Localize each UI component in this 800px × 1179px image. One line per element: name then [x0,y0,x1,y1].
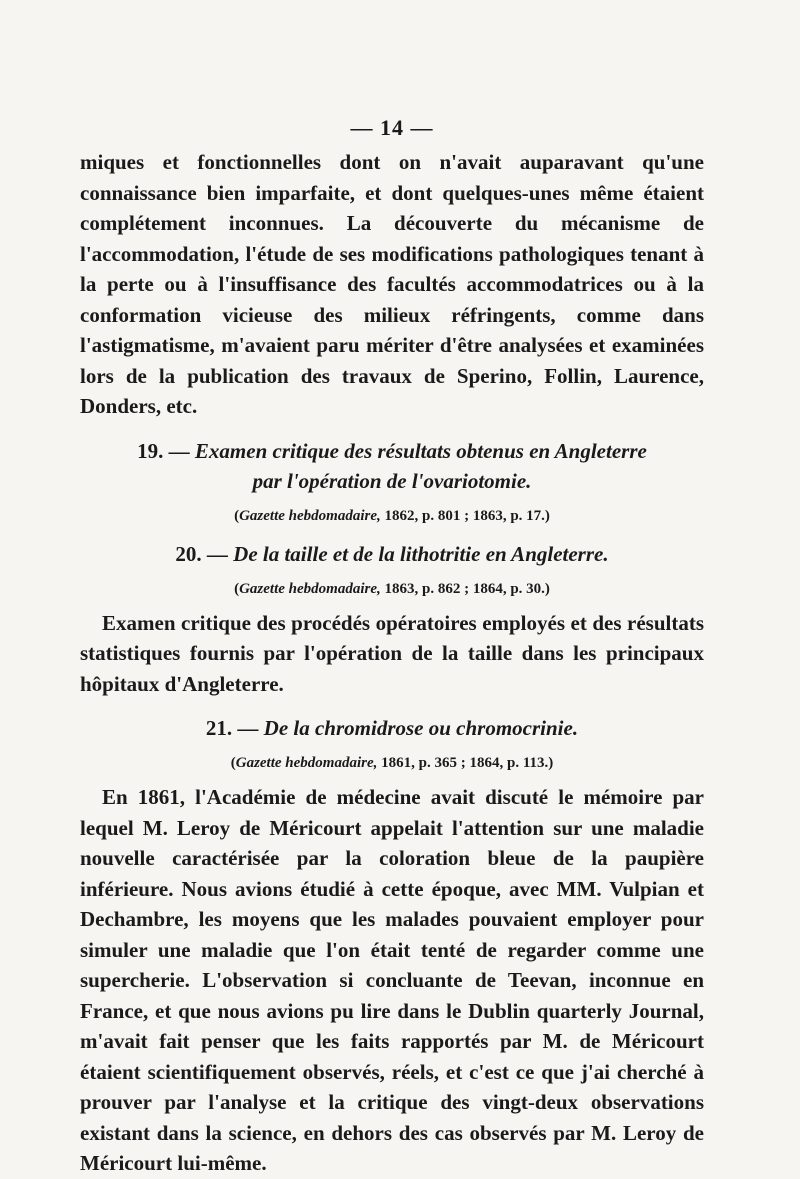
entry-21-reference: (Gazette hebdomadaire, 1861, p. 365 ; 1864, p. 113.) [230,755,554,771]
entry-20-number: 20. — [175,541,228,566]
entry-20-reference: (Gazette hebdomadaire, 1863, p. 862 ; 1864, p. 30.) [234,580,550,597]
entry-19-journal: Gazette hebdomadaire, [239,507,381,524]
entry-21-number: 21. — [205,716,259,740]
entry-19-title-line2: par l'opération de l'ovariotomie. [252,468,532,493]
entry-19-ref-details: 1862, p. 801 ; 1863, p. 17.) [384,507,550,524]
intro-paragraph: miques et fonctionnelles dont on n'avait auparavant qu'une connaissance bien imparfaite, et dont quelques-unes même étaient complétement inconnues. La découverte du mécanisme de l'accommodation, l'étude de ses modifications pathologiques tenant à la perte ou à l'insuffisance des facultés accommodatrices ou à la conformation vicieuse des milieux réfringents, comme dans l'astigmatisme, m'avaient paru mériter d'être analysées et examinées lors de la publication des travaux de Sperino, Follin, Laurence, Donders, etc. [80,150,704,418]
entry-21-body: En 1861, l'Académie de médecine avait discuté le mémoire par lequel M. Leroy de Méricourt appelait l'attention sur une maladie nouvelle caractérisée par la coloration bleue de la paupière inférieure. Nous avions étudié à cette époque, avec MM. Vulpian et Dechambre, les moyens que les malades pouvaient employer pour simuler une maladie que l'on était tenté de regarder comme une supercherie. L'observation si concluante de Teevan, inconnue en France, et que nous avions pu lire dans le Dublin quarterly Journal, m'avait fait penser que les faits rapportés par M. de Méricourt étaient scientifiquement observés, réels, et c'est ce que j'ai cherché à prouver par l'analyse et la critique des vingt-deux observations existant dans la science, en dehors des cas observés par M. Leroy de Méricourt lui-même. [80,785,704,1175]
entry-21-title [80,713,704,743]
entry-21-ref-details: 1861, p. 365 ; 1864, p. 113.) [381,755,554,771]
entry-19-title-line1: Examen critique des résultats obtenus en Angleterre [194,438,647,463]
entry-20-title-line1: De la taille et de la lithotritie en Angleterre. [233,541,609,566]
entry-20-ref-details: 1863, p. 862 ; 1864, p. 30.) [384,580,550,597]
entry-19-reference: (Gazette hebdomadaire, 1862, p. 801 ; 1863, p. 17.) [234,507,550,524]
entry-20-journal: Gazette hebdomadaire, [239,580,381,597]
page-number: — 14 — [350,115,434,140]
entry-21-title-line1: De la chromidrose ou chromocrinie. [263,716,579,740]
entry-21-journal: Gazette hebdomadaire, [235,755,378,771]
entry-20-title [80,539,704,569]
entry-20-body: Examen critique des procédés opératoires employés et des résultats statistiques fournis par l'opération de la taille dans les principaux hôpitaux d'Angleterre. [80,610,704,696]
entry-19-title [80,436,704,496]
entry-19-number: 19. — [137,438,190,463]
